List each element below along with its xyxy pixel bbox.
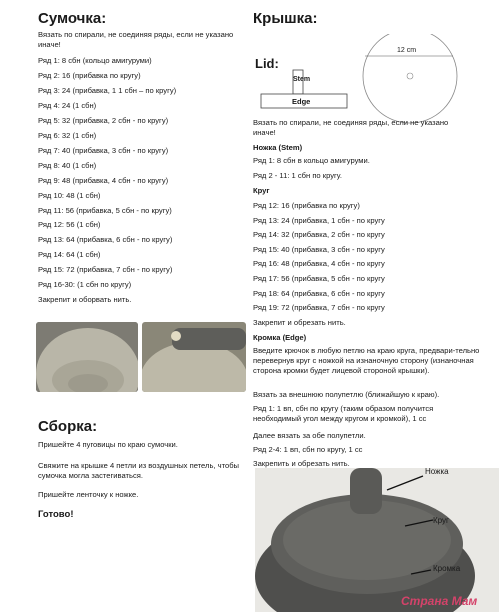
size-label: 12 cm [397, 47, 417, 54]
pattern-row: Ряд 17: 56 (прибавка, 5 сбн - по кругу [253, 274, 385, 283]
done-text: Готово! [38, 509, 74, 520]
pattern-row: Ряд 6: 32 (1 сбн) [38, 130, 97, 140]
pattern-row: Ряд 7: 40 (прибавка, 3 сбн - по кругу) [38, 145, 169, 155]
lid-label: Lid: [255, 56, 279, 71]
bag-photo-image [36, 322, 138, 392]
bag-photo-1 [36, 322, 138, 392]
lid-title: Крышка: [253, 10, 318, 27]
pattern-row: Ряд 13: 64 (прибавка, 6 сбн - по кругу) [38, 235, 173, 245]
pattern-row: Ряд 14: 32 (прибавка, 2 сбн - по кругу [253, 230, 385, 240]
pattern-row: Ряд 19: 72 (прибавка, 7 сбн - по кругу [253, 303, 385, 313]
photo-label-circle: Круг [433, 516, 449, 525]
pattern-row: Ряд 16: 48 (прибавка, 4 сбн - по кругу [253, 259, 385, 269]
pattern-row: Ряд 16-30: (1 сбн по кругу) [38, 280, 132, 290]
pattern-row: Ряд 3: 24 (прибавка, 1 1 сбн – по кругу) [38, 85, 177, 95]
pattern-row: Ряд 15: 72 (прибавка, 7 сбн - по кругу) [38, 265, 173, 275]
edge-paragraph-6: Закрепить и обрезать нить. [253, 459, 350, 468]
pattern-row: Ряд 12: 16 (прибавка по кругу) [253, 201, 360, 210]
pattern-row: Ряд 4: 24 (1 сбн) [38, 100, 97, 110]
pattern-row: Ряд 8: 40 (1 сбн) [38, 160, 97, 170]
assembly-step-2: Свяжите на крышке 4 петли из воздушных петель, чтобы сумочка могла застегиваться. [38, 461, 240, 481]
pattern-row: Ряд 1: 8 сбн (кольцо амигуруми) [38, 56, 152, 65]
edge-paragraph-1: Введите крючок в любую петлю на краю круга, предвари-тельно перевернув круг с ножкой на изнаночную сторону (изнаночная сторона кромки будет лицевой стороной крышки). [253, 346, 480, 376]
pattern-row: Ряд 18: 64 (прибавка, 6 сбн - по кругу [253, 288, 385, 298]
pattern-row: Ряд 14: 64 (1 сбн) [38, 250, 101, 260]
pattern-row: Ряд 2: 16 (прибавка по кругу) [38, 70, 141, 80]
edge-paragraph-4: Далее вязать за обе полупетли. [253, 431, 366, 440]
watermark: Страна Мам [401, 594, 478, 608]
circle-heading: Круг [253, 186, 270, 195]
pattern-row: Ряд 10: 48 (1 сбн) [38, 190, 101, 200]
photo-label-edge: Кромка [433, 564, 461, 573]
photo-label-stem: Ножка [425, 467, 449, 476]
edge-label: Edge [292, 97, 311, 106]
pattern-row: Ряд 1: 8 сбн в кольцо амигуруми. [253, 156, 370, 165]
lid-diagram [253, 34, 493, 124]
pattern-row: Ряд 15: 40 (прибавка, 3 сбн - по кругу [253, 244, 385, 254]
bag-intro: Вязать по спирали, не соединяя ряды, если не указано иначе! [38, 30, 234, 50]
lid-photo-image [255, 468, 499, 612]
pattern-row: Ряд 13: 24 (прибавка, 1 сбн - по кругу [253, 215, 385, 225]
stem-label: Stem [293, 76, 311, 83]
assembly-title: Сборка: [38, 418, 98, 435]
edge-heading: Кромка (Edge) [253, 333, 307, 342]
lid-photo [255, 468, 499, 612]
assembly-step-3: Пришейте ленточку к ножке. [38, 490, 139, 499]
edge-paragraph-3: Ряд 1: 1 вп, сбн по кругу (таким образом получится необходимый угол между кругом и кромкой), 1 сс [253, 404, 434, 424]
bag-photo-2 [142, 322, 246, 392]
stem-heading: Ножка (Stem) [253, 143, 303, 152]
edge-paragraph-2: Вязать за внешнюю полупетлю (ближайшую к краю). [253, 390, 440, 399]
edge-paragraph-5: Ряд 2-4: 1 вп, сбн по кругу, 1 сс [253, 445, 363, 454]
lid-intro: Вязать по спирали, не соединяя ряды, если не указано иначе! [253, 118, 449, 138]
bag-lid-photo-image [142, 322, 246, 392]
pattern-row: Ряд 11: 56 (прибавка, 5 сбн - по кругу) [38, 205, 172, 215]
pattern-row: Ряд 2 - 11: 1 сбн по кругу. [253, 171, 342, 180]
pattern-row: Ряд 5: 32 (прибавка, 2 сбн - по кругу) [38, 115, 169, 125]
assembly-step-1: Пришейте 4 пуговицы по краю сумочки. [38, 440, 178, 449]
pattern-row: Закрепит и оборвать нить. [38, 295, 132, 305]
pattern-row: Ряд 12: 56 (1 сбн) [38, 220, 101, 230]
bag-title: Сумочка: [38, 10, 107, 27]
pattern-row: Закрепит и обрезать нить. [253, 317, 346, 327]
pattern-row: Ряд 9: 48 (прибавка, 4 сбн - по кругу) [38, 175, 169, 185]
